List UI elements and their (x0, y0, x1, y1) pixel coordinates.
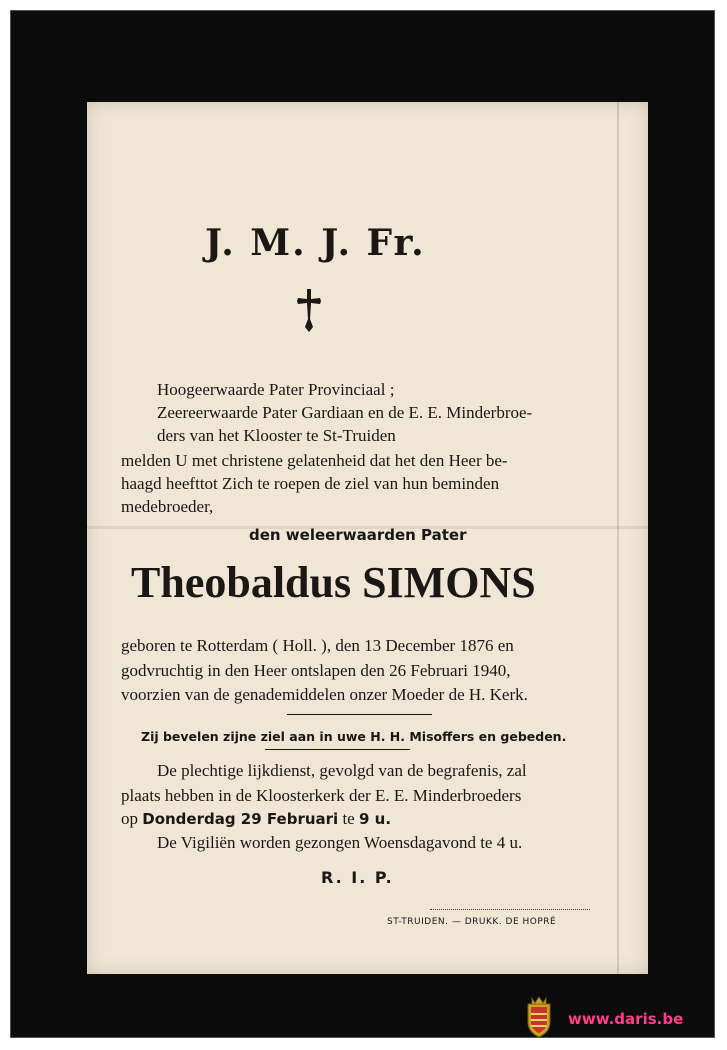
site-watermark (525, 996, 715, 1041)
printer-imprint: ST-TRUIDEN. — DRUKK. DE HOPRÉ (387, 917, 557, 927)
intro-line: ders van het Klooster te St-Truiden (157, 426, 396, 445)
service-date-line (121, 809, 391, 829)
service-time: 9 u. (358, 810, 392, 828)
rip-text: R. I. P. (321, 868, 394, 887)
bio-line: godvruchtig in den Heer ontslapen den 26 Februari 1940, (121, 661, 511, 680)
intro-line: Hoogeerwaarde Pater Provinciaal ; (157, 380, 395, 399)
divider-rule (287, 714, 432, 715)
black-mount-frame (10, 10, 715, 1038)
service-prefix: op (121, 809, 138, 828)
deceased-name: Theobaldus SIMONS (131, 558, 536, 607)
service-line: plaats hebben in de Kloosterkerk der E. E. Minderbroeders (121, 786, 522, 805)
intro-line: medebroeder, (121, 497, 214, 516)
intro-line: melden U met christene gelatenheid dat het den Heer be- (121, 451, 508, 470)
cross-icon (294, 287, 324, 333)
vigil-line: De Vigiliën worden gezongen Woensdagavond te 4 u. (157, 833, 523, 852)
coat-of-arms-icon (525, 996, 553, 1038)
intro-line: Zeereerwaarde Pater Gardiaan en de E. E. Minderbroe- (157, 403, 533, 422)
service-date: Donderdag 29 Februari (142, 810, 339, 828)
service-line: De plechtige lijkdienst, gevolgd van de begrafenis, zal (157, 761, 527, 780)
religious-heading: J. M. J. Fr. (205, 222, 426, 264)
memorial-card (87, 102, 648, 974)
intro-line: haagd heefttot Zich te roepen de ziel van hun beminden (121, 474, 500, 493)
service-mid: te (342, 809, 355, 828)
bio-line: geboren te Rotterdam ( Holl. ), den 13 December 1876 en (121, 636, 514, 655)
divider-rule (265, 749, 410, 750)
watermark-site-text: www.daris.be (568, 1010, 684, 1028)
paper-crease (617, 102, 619, 974)
bio-line: voorzien van de genademiddelen onzer Moeder de H. Kerk. (121, 685, 528, 704)
honorific-title: den weleerwaarden Pater (249, 526, 467, 544)
dotted-separator (430, 909, 590, 910)
prayer-request: Zij bevelen zijne ziel aan in uwe H. H. Misoffers en gebeden. (141, 729, 567, 744)
